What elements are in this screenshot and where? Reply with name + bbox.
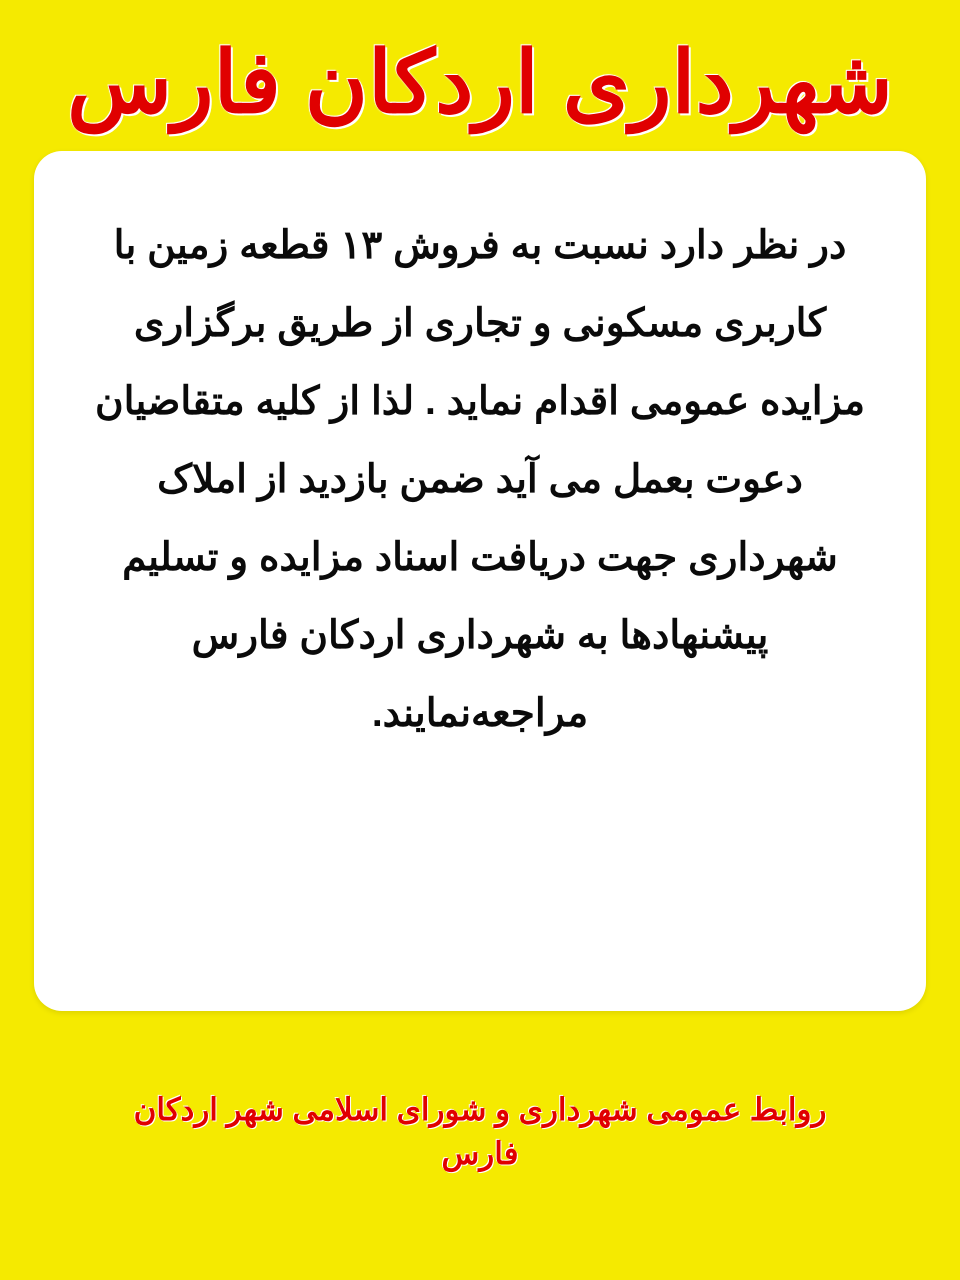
notice-body-text: در نظر دارد نسبت به فروش ۱۳ قطعه زمین با کاربری مسکونی و تجاری از طریق برگزاری مزایده عمومی اقدام نماید . لذا از کلیه متقاضیان دعوت بعمل می آید ضمن بازدید از املاک شهرداری جهت دریافت اسناد مزایده و تسلیم پیشنهادها به شهرداری اردکان فارس مراجعه‌نمایند. (94, 223, 866, 735)
notice-card-wrapper (0, 151, 960, 1011)
notice-card (34, 151, 926, 1011)
footer-credit-text: روابط عمومی شهرداری و شورای اسلامی شهر اردکان فارس (133, 1091, 827, 1172)
page-title: شهرداری اردکان فارس (67, 35, 893, 131)
poster-header (0, 0, 960, 151)
poster-footer (0, 1011, 960, 1280)
